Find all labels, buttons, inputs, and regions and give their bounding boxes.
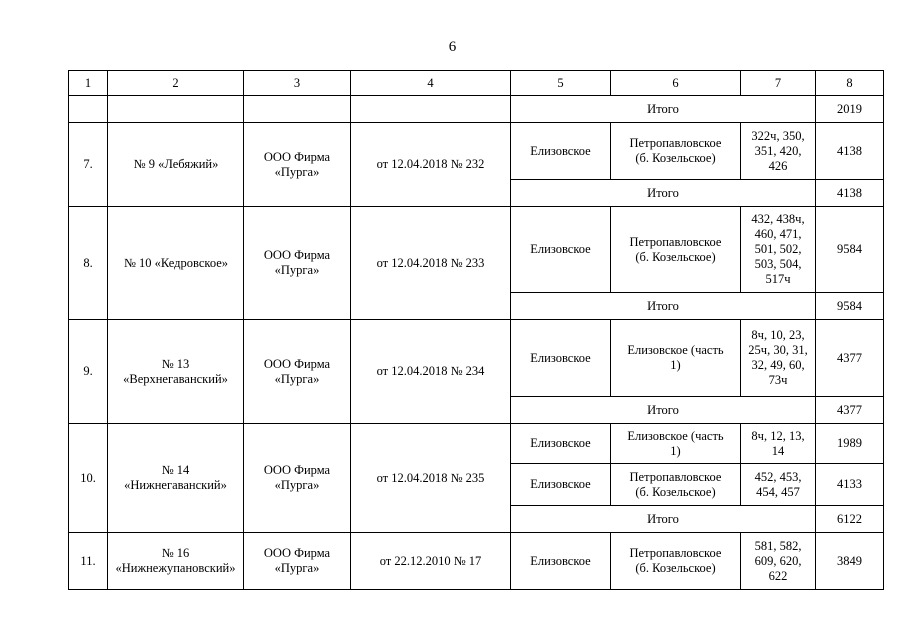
organization-name-text: ООО Фирма «Пурга»	[263, 149, 331, 179]
total-label	[511, 96, 816, 123]
column-number-7-text: 7	[774, 75, 782, 90]
agreement-date-text: от 12.04.2018 № 234	[376, 364, 485, 378]
district-name	[511, 424, 611, 464]
row-number-text: 9.	[83, 364, 93, 378]
agreement-date	[351, 123, 511, 207]
column-number-4	[351, 71, 511, 96]
agreement-date-text: от 12.04.2018 № 233	[376, 255, 485, 270]
total-value	[816, 293, 884, 320]
agreement-date	[351, 533, 511, 590]
column-number-5	[511, 71, 611, 96]
total-label-text: Итого	[647, 511, 679, 526]
table-row	[69, 424, 884, 464]
agreement-date-text: от 12.04.2018 № 235	[376, 470, 485, 485]
forestry-name	[611, 207, 741, 293]
quarter-numbers	[741, 320, 816, 397]
quarter-numbers	[741, 533, 816, 590]
row-number	[69, 207, 108, 320]
forestry-name	[611, 320, 741, 397]
row-number	[69, 320, 108, 424]
empty-cell	[351, 96, 511, 123]
hunting-ground-name-text: № 10 «Кедровское»	[123, 255, 229, 270]
table-row	[69, 207, 884, 293]
forestry-name	[611, 424, 741, 464]
table-body	[69, 71, 884, 590]
forestry-name-text: Петропавловское (б. Козельское)	[629, 234, 722, 264]
row-number-text: 10.	[80, 470, 96, 485]
row-number	[69, 533, 108, 590]
column-number-4-text: 4	[427, 75, 434, 90]
quarter-numbers-text: 452, 453, 454, 457	[754, 469, 802, 499]
area-value	[816, 320, 884, 397]
column-number-row	[69, 71, 884, 96]
organization-name	[244, 123, 351, 207]
empty-cell	[69, 96, 108, 123]
area-value	[816, 533, 884, 590]
column-number-8	[816, 71, 884, 96]
organization-name	[244, 207, 351, 320]
district-name	[511, 320, 611, 397]
agreement-date	[351, 207, 511, 320]
area-value-text: 1989	[837, 436, 862, 450]
row-number-text: 7.	[83, 157, 93, 171]
area-value-text: 4138	[837, 143, 862, 158]
column-number-8-text: 8	[846, 75, 853, 90]
organization-name	[244, 424, 351, 533]
district-name-text: Елизовское	[530, 242, 591, 256]
hunting-grounds-table	[68, 70, 884, 590]
district-name	[511, 464, 611, 506]
total-value	[816, 180, 884, 207]
table-row	[69, 320, 884, 397]
row-number	[69, 424, 108, 533]
total-value	[816, 397, 884, 424]
agreement-date-text: от 12.04.2018 № 232	[376, 157, 485, 171]
district-name	[511, 533, 611, 590]
total-value-text: 2019	[837, 101, 862, 116]
total-label	[511, 180, 816, 207]
hunting-ground-name-text: № 9 «Лебяжий»	[133, 157, 219, 171]
column-number-6-text: 6	[672, 75, 679, 90]
hunting-ground-name-text: № 13 «Верхнегаванский»	[123, 356, 228, 386]
area-value	[816, 123, 884, 180]
quarter-numbers	[741, 424, 816, 464]
total-value	[816, 506, 884, 533]
total-value-text: 6122	[837, 511, 862, 526]
hunting-ground-name-text: № 16 «Нижнежупановский»	[115, 546, 236, 575]
forestry-name	[611, 533, 741, 590]
quarter-numbers-text: 581, 582, 609, 620, 622	[754, 538, 802, 583]
hunting-ground-name	[108, 533, 244, 590]
column-number-2-text: 2	[172, 75, 179, 90]
district-name-text: Елизовское	[530, 350, 591, 365]
organization-name-text: ООО Фирма «Пурга»	[263, 248, 331, 277]
carry-total-row	[69, 96, 884, 123]
organization-name	[244, 320, 351, 424]
agreement-date-text: от 22.12.2010 № 17	[379, 553, 482, 568]
total-label-text: Итого	[647, 101, 679, 116]
area-value	[816, 207, 884, 293]
organization-name	[244, 533, 351, 590]
forestry-name-text: Петропавловское (б. Козельское)	[629, 469, 722, 499]
quarter-numbers	[741, 123, 816, 180]
column-number-3	[244, 71, 351, 96]
quarter-numbers-text: 8ч, 12, 13, 14	[751, 428, 805, 458]
quarter-numbers-text: 8ч, 10, 23, 25ч, 30, 31, 32, 49, 60, 73ч	[748, 328, 808, 387]
total-value-text: 4138	[837, 185, 862, 200]
table-row	[69, 123, 884, 180]
hunting-ground-name	[108, 207, 244, 320]
row-number-text: 8.	[83, 255, 93, 270]
total-label	[511, 506, 816, 533]
organization-name-text: ООО Фирма «Пурга»	[263, 463, 331, 492]
forestry-name	[611, 123, 741, 180]
forestry-name	[611, 464, 741, 506]
total-value	[816, 96, 884, 123]
area-value-text: 3849	[837, 553, 862, 568]
hunting-ground-name	[108, 424, 244, 533]
area-value-text: 4133	[837, 477, 862, 491]
hunting-ground-name	[108, 320, 244, 424]
quarter-numbers	[741, 207, 816, 293]
organization-name-text: ООО Фирма «Пурга»	[263, 546, 331, 575]
area-value	[816, 464, 884, 506]
quarter-numbers	[741, 464, 816, 506]
quarter-numbers-text: 432, 438ч, 460, 471, 501, 502, 503, 504, 517ч	[751, 212, 805, 286]
agreement-date	[351, 424, 511, 533]
area-value-text: 9584	[837, 242, 862, 256]
column-number-1	[69, 71, 108, 96]
column-number-3-text: 3	[293, 75, 301, 90]
forestry-name-text: Петропавловское (б. Козельское)	[629, 546, 722, 575]
page-number: 6	[448, 39, 457, 55]
forestry-name-text: Елизовское (часть 1)	[627, 343, 724, 372]
empty-cell	[244, 96, 351, 123]
total-label	[511, 293, 816, 320]
agreement-date	[351, 320, 511, 424]
forestry-name-text: Петропавловское (б. Козельское)	[629, 136, 722, 165]
total-label	[511, 397, 816, 424]
district-name-text: Елизовское	[530, 143, 591, 158]
table-row	[69, 533, 884, 590]
empty-cell	[108, 96, 244, 123]
hunting-ground-name	[108, 123, 244, 207]
row-number-text: 11.	[80, 553, 96, 568]
row-number	[69, 123, 108, 207]
area-value-text: 4377	[837, 350, 862, 365]
quarter-numbers-text: 322ч, 350, 351, 420, 426	[751, 128, 805, 173]
district-name-text: Елизовское	[530, 553, 591, 568]
total-label-text: Итого	[647, 298, 679, 313]
column-number-2	[108, 71, 244, 96]
total-value-text: 4377	[837, 402, 862, 417]
district-name	[511, 207, 611, 293]
column-number-1-text: 1	[84, 75, 92, 90]
area-value	[816, 424, 884, 464]
column-number-7	[741, 71, 816, 96]
district-name-text: Елизовское	[530, 436, 591, 450]
total-label-text: Итого	[647, 402, 679, 417]
total-value-text: 9584	[837, 298, 862, 313]
district-name-text: Елизовское	[530, 477, 591, 491]
organization-name-text: ООО Фирма «Пурга»	[263, 356, 331, 386]
forestry-name-text: Елизовское (часть 1)	[627, 428, 724, 458]
hunting-ground-name-text: № 14 «Нижнегаванский»	[124, 463, 227, 492]
total-label-text: Итого	[647, 185, 679, 200]
column-number-5-text: 5	[557, 75, 564, 90]
district-name	[511, 123, 611, 180]
column-number-6	[611, 71, 741, 96]
